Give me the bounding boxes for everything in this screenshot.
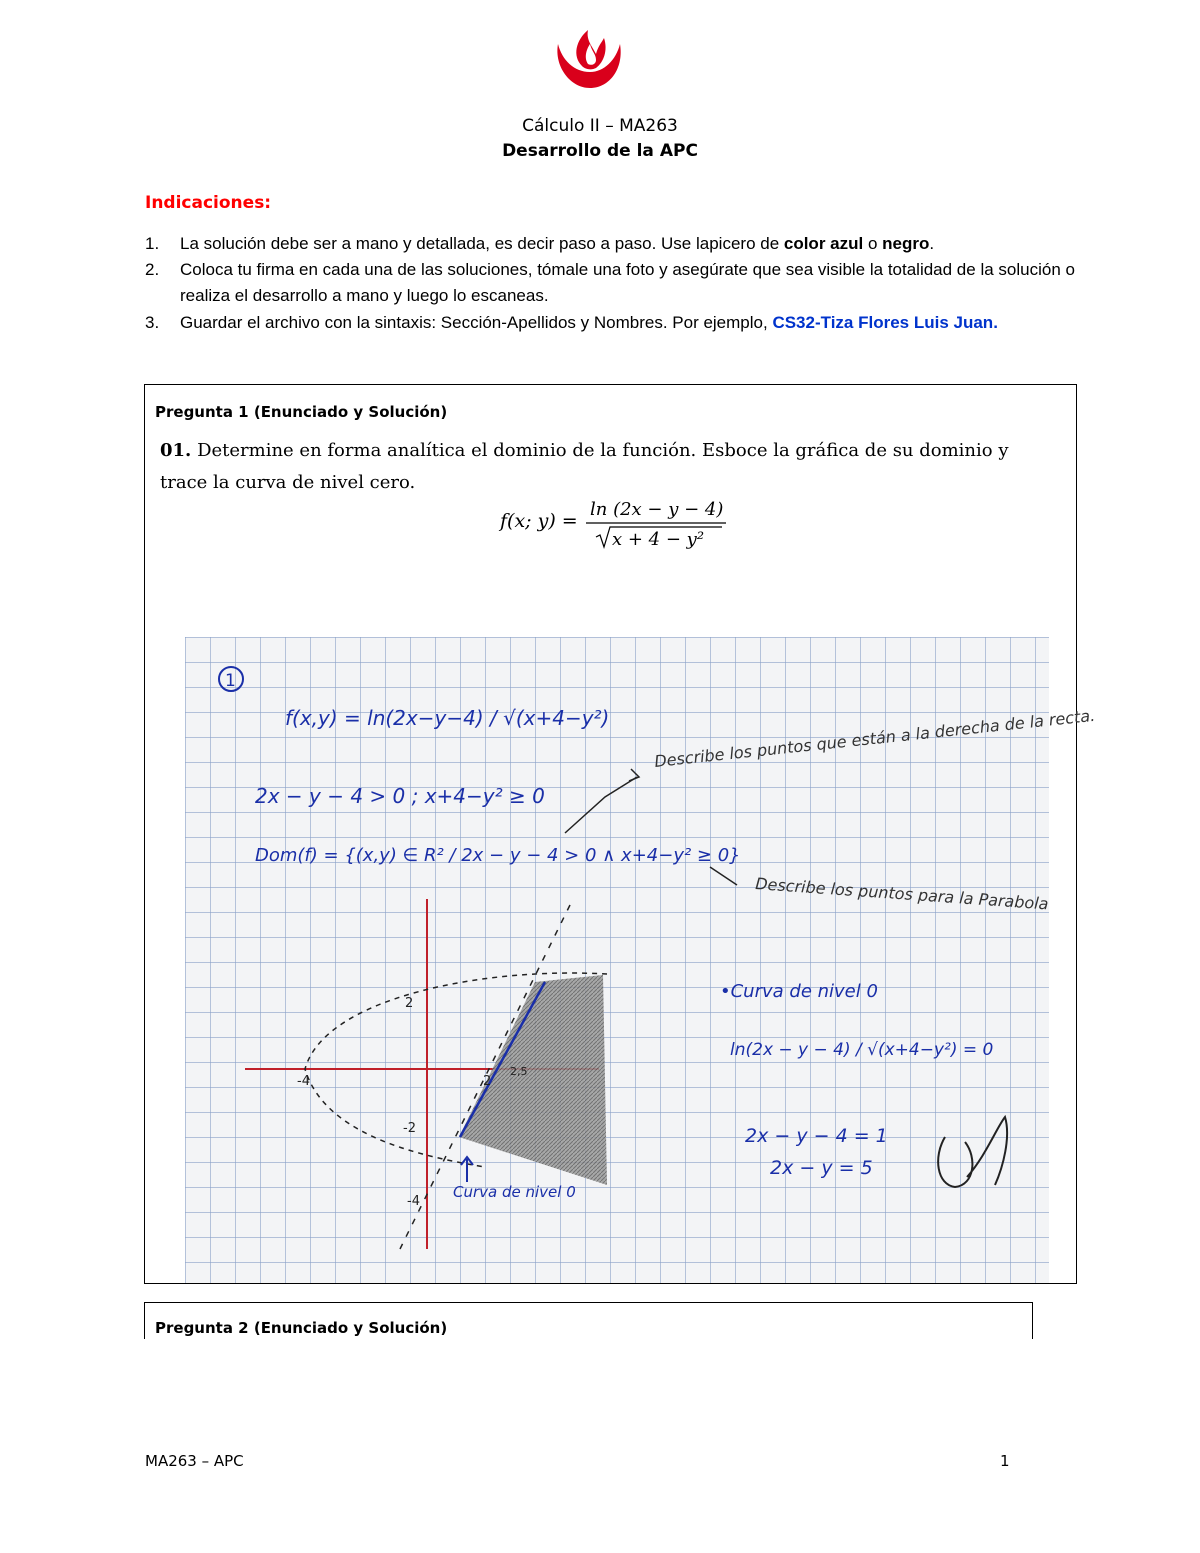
course-title: Cálculo II – MA263 [522, 116, 678, 136]
svg-text:f(x; y) =: f(x; y) = [500, 510, 578, 532]
svg-text:2: 2 [483, 1074, 492, 1089]
svg-text:1: 1 [225, 671, 236, 691]
hw-note-parabola: Describe los puntos para la Parabola [754, 874, 1050, 914]
hw-note-line: Describe los puntos que están a la derecha de la recta. [653, 705, 1096, 771]
handwritten-solution-photo [185, 637, 1096, 1283]
hw-conditions: 2x − y − 4 > 0 ; x+4−y² ≥ 0 [255, 784, 545, 808]
upc-logo [552, 26, 626, 92]
function-formula [500, 493, 730, 554]
question-2-label: Pregunta 2 (Enunciado y Solución) [155, 1319, 448, 1337]
filename-example: CS32-Tiza Flores Luis Juan. [772, 313, 998, 332]
page-number: 1 [1000, 1452, 1010, 1470]
question-2-box [144, 1302, 1033, 1339]
indications-heading: Indicaciones: [145, 193, 272, 213]
question-1-box [144, 384, 1096, 1284]
document-subtitle: Desarrollo de la APC [502, 141, 698, 161]
svg-text:2: 2 [405, 996, 414, 1011]
hw-level-curve-eq1: ln(2x − y − 4) / √(x+4−y²) = 0 [730, 1040, 994, 1060]
instruction-1: 1. La solución debe ser a mano y detallada, es decir paso a paso. Use lapicero de color azul o negro. [145, 234, 935, 253]
hw-function-definition: f(x,y) = ln(2x−y−4) / √(x+4−y²) [285, 706, 610, 730]
svg-text:2,5: 2,5 [510, 1065, 528, 1078]
hw-domain: Dom(f) = {(x,y) ∈ R² / 2x − y − 4 > 0 ∧ x+4−y² ≥ 0} [255, 845, 741, 866]
hw-level-curve-eq3: 2x − y = 5 [770, 1157, 873, 1179]
svg-text:-2: -2 [403, 1121, 416, 1136]
hw-arrow-label: Curva de nivel 0 [453, 1183, 576, 1201]
hw-level-curve-title: •Curva de nivel 0 [720, 981, 878, 1002]
instruction-2: 2. Coloca tu firma en cada una de las soluciones, tómale una foto y asegúrate que sea visible la totalidad de la solución o realiza el desarrollo a mano y luego lo escaneas. [145, 260, 1075, 305]
svg-text:x + 4 − y²: x + 4 − y² [612, 529, 705, 550]
question-1-label: Pregunta 1 (Enunciado y Solución) [155, 403, 448, 421]
footer-course-code: MA263 – APC [145, 1452, 244, 1470]
svg-text:ln (2x − y − 4): ln (2x − y − 4) [590, 499, 724, 520]
hw-level-curve-eq2: 2x − y − 4 = 1 [745, 1125, 888, 1147]
instruction-3: 3. Guardar el archivo con la sintaxis: Sección-Apellidos y Nombres. Por ejemplo, CS32-Tiza Flores Luis Juan. [145, 313, 998, 332]
question-1-statement: 01. Determine en forma analítica el dominio de la función. Esboce la gráfica de su dominio y trace la curva de nivel cero. [160, 440, 1009, 493]
svg-text:-4: -4 [297, 1074, 310, 1089]
svg-text:-4: -4 [407, 1194, 420, 1209]
